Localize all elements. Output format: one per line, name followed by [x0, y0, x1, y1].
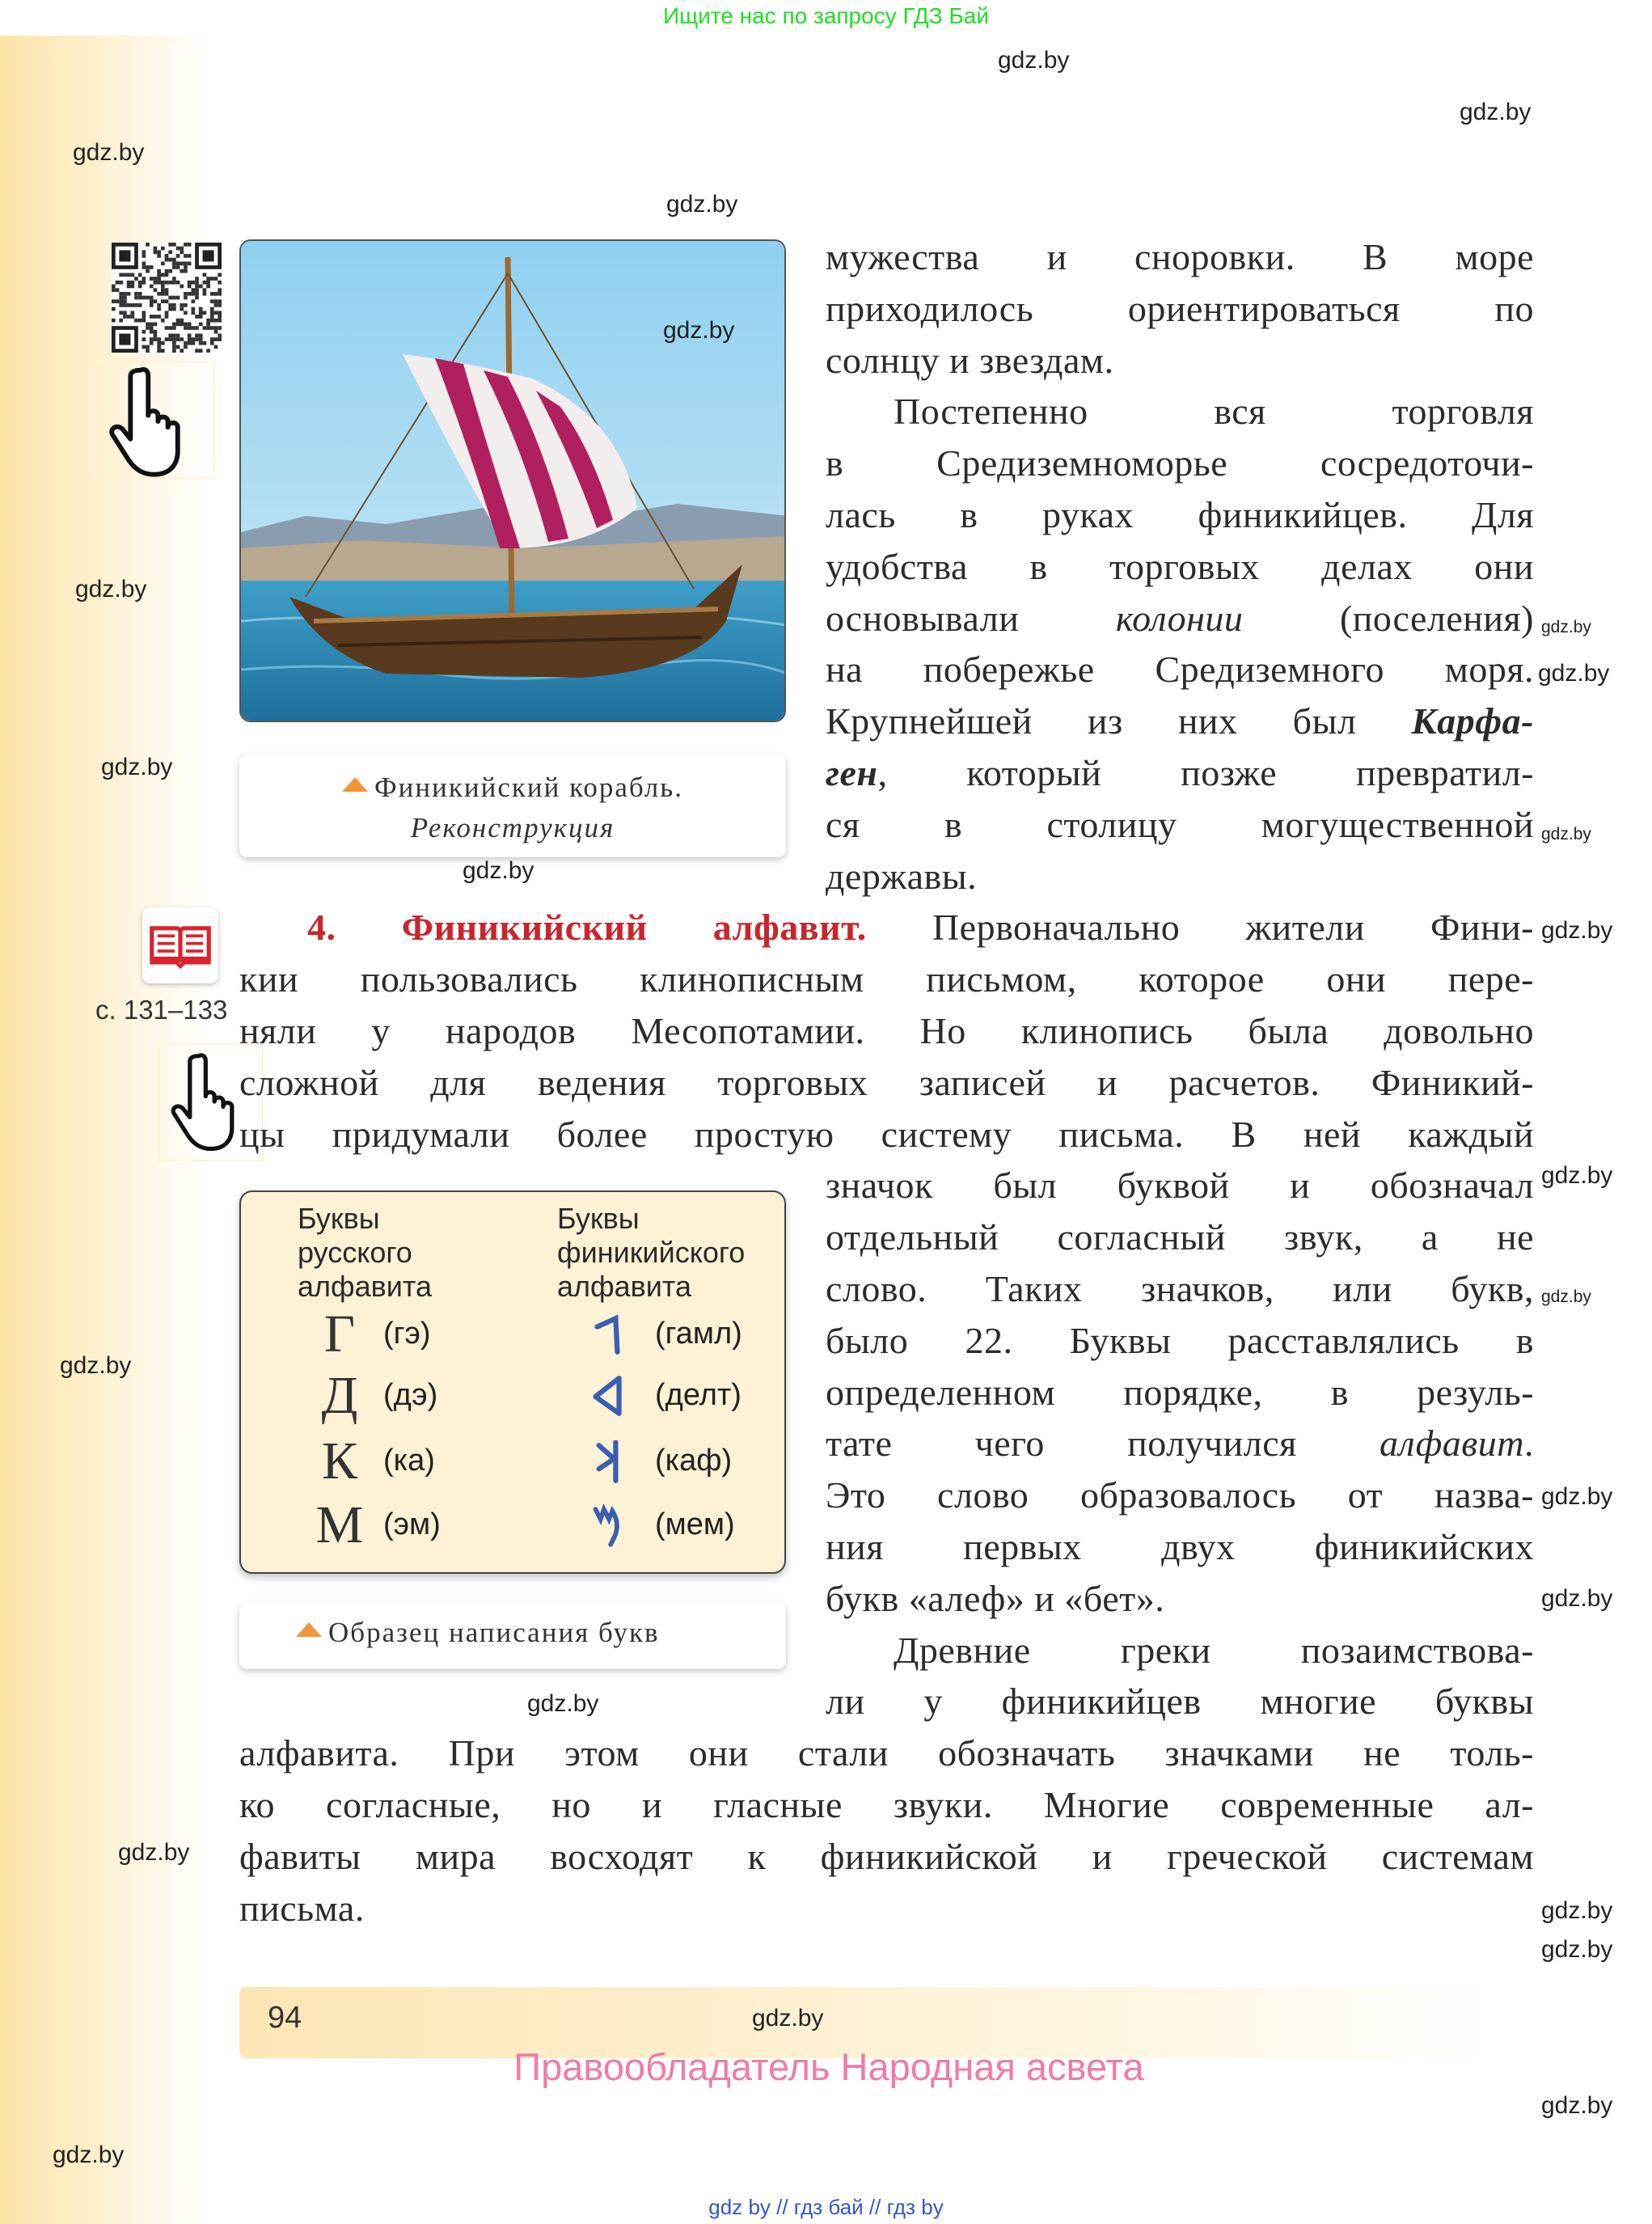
text-segment: лась в руках финикийцев. Для: [826, 494, 1534, 535]
russian-letter: М: [315, 1495, 364, 1554]
text-line: [826, 387, 1534, 438]
russian-letter: К: [321, 1431, 358, 1490]
hand-pointer-icon: [95, 362, 217, 480]
triangle-marker-icon: [296, 1622, 322, 1637]
text-segment: (поселения): [1243, 597, 1534, 639]
text-segment: букв «алеф» и «бет».: [826, 1577, 1165, 1619]
watermark: gdz.by: [666, 191, 738, 218]
text-segment: солнцу и звездам.: [826, 339, 1114, 381]
ship-photo: [239, 239, 786, 722]
emphasized-term: ген: [826, 752, 878, 793]
text-segment: мужества и сноровки. В море: [826, 236, 1534, 277]
figure-caption-letters: [239, 1602, 786, 1669]
text-line: [826, 1213, 1534, 1263]
text-line: [239, 1781, 1534, 1831]
header-line: финикийского: [557, 1236, 746, 1269]
book-icon-button[interactable]: [142, 907, 218, 983]
text-line: [826, 336, 1534, 387]
section-heading-line: [239, 903, 1534, 953]
text-line: [826, 852, 1534, 903]
text-segment: ния первых двух финикийских: [826, 1526, 1534, 1567]
header-line: Буквы: [557, 1202, 640, 1235]
text-segment: Древние греки позаимствова-: [894, 1629, 1534, 1671]
russian-letter: Г: [323, 1304, 356, 1364]
hand-pointer-qr[interactable]: [94, 361, 215, 479]
watermark: gdz.by: [75, 576, 147, 603]
text-line: [826, 1575, 1534, 1625]
figure-caption-ship: [239, 755, 786, 857]
text-line: [239, 1110, 1534, 1161]
text-segment: фавиты мира восходят к финикийской и греческой системам: [239, 1835, 1534, 1877]
watermark: gdz.by: [1541, 618, 1591, 636]
watermark: gdz.by: [1541, 1585, 1613, 1612]
watermark: gdz.by: [1541, 1162, 1613, 1189]
text-line: [239, 955, 1534, 1005]
text-segment: ли у финикийцев многие буквы: [826, 1681, 1534, 1723]
text-segment: удобства в торговых делах они: [826, 545, 1534, 587]
watermark: gdz.by: [1541, 1483, 1613, 1510]
text-line: [826, 697, 1534, 747]
text-segment: тате чего получился: [826, 1423, 1380, 1465]
text-segment: няли у народов Месопотамии. Но клинопись была довольно: [239, 1010, 1534, 1051]
top-banner[interactable]: Ищите нас по запросу ГДЗ Бай: [662, 3, 990, 28]
text-line: [239, 1007, 1534, 1057]
text-line: [826, 1161, 1534, 1211]
text-line: [826, 1677, 1534, 1727]
text-line: [239, 1884, 1534, 1934]
watermark: gdz.by: [1541, 917, 1613, 944]
emphasized-term: алфавит: [1379, 1423, 1524, 1465]
phoenician-ship-illustration: [241, 241, 786, 722]
triangle-marker-icon: [342, 777, 368, 792]
text-line: [239, 1833, 1534, 1883]
text-line: [826, 1471, 1534, 1521]
russian-letter-name: (ка): [383, 1444, 435, 1478]
header-line: Буквы: [298, 1202, 380, 1235]
page-reference[interactable]: с. 131–133: [95, 995, 228, 1025]
text-segment: отдельный согласный звук, а не: [826, 1216, 1534, 1258]
text-line: [239, 1059, 1534, 1109]
text-segment: цы придумали более простую систему письма. В ней каждый: [239, 1113, 1534, 1155]
header-line: алфавита: [557, 1270, 692, 1303]
alphabet-comparison-table: [239, 1190, 786, 1574]
phoenician-letter-name: (мем): [655, 1507, 735, 1541]
russian-letter: Д: [321, 1366, 358, 1425]
watermark: gdz.by: [118, 1839, 190, 1866]
text-segment: державы.: [826, 855, 978, 897]
text-segment: ся в столицу могущественной: [826, 803, 1534, 845]
russian-letter-name: (дэ): [383, 1378, 438, 1412]
text-segment: , который позже превратил-: [877, 752, 1534, 793]
text-segment: сложной для ведения торговых записей и расчетов. Финикий-: [239, 1061, 1534, 1103]
header-russian: [298, 1202, 432, 1304]
mem-glyph-icon: [590, 1504, 624, 1548]
qr-code[interactable]: [112, 243, 222, 353]
text-segment: алфавита. При этом они стали обозначать значками не толь-: [239, 1732, 1534, 1774]
header-line: русского: [298, 1236, 412, 1269]
watermark: gdz.by: [60, 1352, 132, 1379]
text-segment: письма.: [239, 1887, 365, 1929]
text-line: [826, 543, 1534, 593]
caption-title: Образец написания букв: [328, 1617, 660, 1648]
phoenician-letter-name: (гамл): [655, 1317, 742, 1351]
text-line: [826, 801, 1534, 851]
watermark: gdz.by: [527, 1690, 599, 1717]
watermark: gdz.by: [463, 857, 534, 884]
russian-letter-name: (гэ): [383, 1317, 431, 1351]
watermark: gdz.by: [998, 47, 1070, 74]
page-number: 94: [268, 2001, 302, 2035]
text-line: [826, 1419, 1534, 1469]
text-segment: .: [1524, 1423, 1534, 1465]
emphasized-term: колонии: [1115, 597, 1244, 639]
watermark: gdz.by: [1541, 2092, 1613, 2119]
text-segment: Постепенно вся торговля: [894, 391, 1534, 433]
watermark: gdz.by: [1538, 660, 1610, 687]
text-segment: Первоначально жители Фини-: [866, 907, 1535, 949]
watermark: gdz.by: [752, 2005, 824, 2032]
text-segment: слово. Таких значков, или букв,: [826, 1268, 1534, 1309]
text-segment: ко согласные, но и гласные звуки. Многие современные ал-: [239, 1784, 1534, 1825]
copyright-notice: Правообладатель Народная асвета: [513, 2045, 1144, 2088]
section-heading: 4. Финикийский алфавит.: [307, 907, 867, 949]
qr-code-icon: [112, 243, 222, 353]
text-segment: определенном порядке, в резуль-: [826, 1371, 1534, 1413]
watermark: gdz.by: [1541, 1936, 1613, 1963]
text-segment: значок был буквой и обозначал: [826, 1165, 1534, 1207]
text-line: [826, 1368, 1534, 1419]
gimel-glyph-icon: [590, 1313, 624, 1357]
caption-title: Финикийский корабль.: [374, 772, 683, 803]
watermark: gdz.by: [1541, 1287, 1591, 1306]
watermark: gdz.by: [663, 317, 735, 344]
russian-letter-name: (эм): [383, 1507, 441, 1541]
caption-subtitle: Реконструкция: [410, 812, 615, 844]
emphasized-term: Карфа-: [1411, 700, 1534, 742]
phoenician-letter-name: (каф): [655, 1444, 733, 1478]
watermark: gdz.by: [1541, 825, 1591, 844]
phoenician-letter-name: (делт): [655, 1378, 741, 1412]
text-line: [826, 491, 1534, 541]
watermark: gdz.by: [1541, 1897, 1613, 1924]
text-line: [826, 1523, 1534, 1573]
watermark: gdz.by: [1460, 99, 1532, 125]
text-line: [826, 439, 1534, 489]
text-line: [826, 645, 1534, 696]
text-segment: на побережье Средиземного моря.: [826, 649, 1534, 691]
text-segment: было 22. Буквы расставлялись в: [826, 1319, 1534, 1361]
text-segment: в Средиземноморье сосредоточи-: [826, 442, 1534, 484]
kaf-glyph-icon: [590, 1440, 624, 1484]
watermark: gdz.by: [53, 2142, 125, 2168]
dalet-glyph-icon: [590, 1375, 624, 1419]
text-segment: кии пользовались клинописным письмом, которое они пере-: [239, 958, 1534, 1000]
text-line: [826, 1317, 1534, 1367]
text-line: [826, 1265, 1534, 1315]
header-line: алфавита: [298, 1270, 433, 1303]
text-line: [826, 1626, 1534, 1676]
watermark: gdz.by: [73, 139, 145, 166]
text-segment: Это слово образовалось от назва-: [826, 1474, 1534, 1516]
text-line: [826, 233, 1534, 283]
header-phoenician: [557, 1202, 745, 1304]
text-segment: приходилось ориентироваться по: [826, 287, 1534, 329]
text-line: [826, 285, 1534, 335]
text-segment: Крупнейшей из них был: [826, 700, 1412, 742]
text-segment: основывали: [826, 597, 1116, 639]
text-line: [826, 749, 1534, 799]
text-line: [239, 1729, 1534, 1779]
book-icon: [142, 907, 218, 983]
text-line: [826, 594, 1534, 645]
bottom-banner[interactable]: gdz by // гдз бай // гдз by: [708, 2195, 944, 2219]
watermark: gdz.by: [101, 754, 173, 780]
